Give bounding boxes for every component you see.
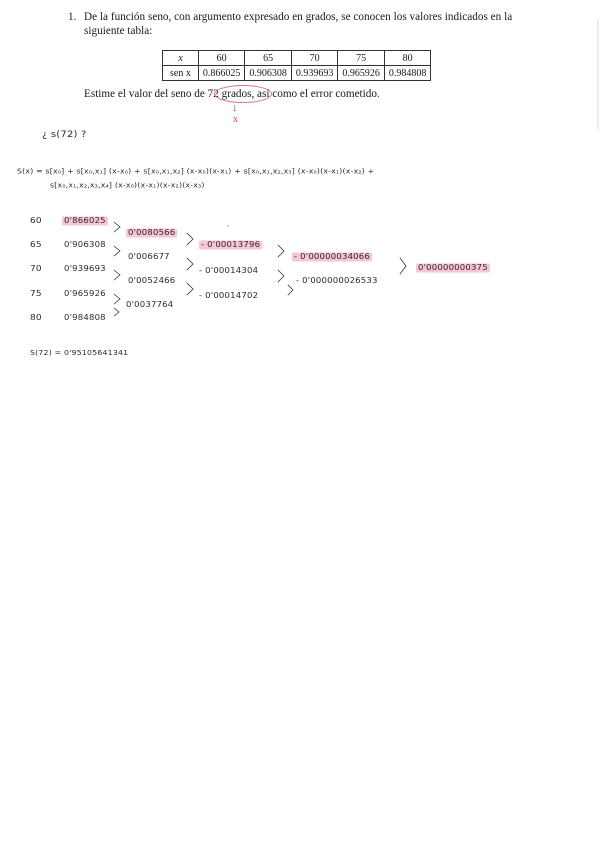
x-label: 80 bbox=[30, 313, 42, 323]
interpolation-result: S(72) = 0'95105641341 bbox=[30, 348, 129, 357]
table-cell: 0.906308 bbox=[245, 66, 292, 81]
table-cell: 0.866025 bbox=[198, 66, 245, 81]
table-cell: 80 bbox=[384, 51, 431, 66]
first-divided-difference: 0'006677 bbox=[128, 252, 170, 262]
estimate-instruction: Estime el valor del seno de 72 grados, así como el error cometido. bbox=[84, 88, 380, 100]
fourth-divided-difference: 0'00000000375 bbox=[418, 263, 488, 273]
table-cell: 70 bbox=[291, 51, 338, 66]
problem-statement-line2: siguiente tabla: bbox=[84, 25, 153, 37]
x-label: 60 bbox=[30, 216, 42, 226]
table-cell: 0.939693 bbox=[291, 66, 338, 81]
table-header-sen: sen x bbox=[163, 66, 199, 81]
third-divided-difference: - 0'000000026533 bbox=[296, 276, 378, 286]
second-divided-difference: - 0'00013796 bbox=[201, 240, 261, 250]
handwritten-question: ¿ s(72) ? bbox=[42, 129, 87, 140]
table-header-x: x bbox=[163, 51, 199, 66]
second-divided-difference: - 0'00014304 bbox=[199, 266, 259, 276]
table-cell: 75 bbox=[338, 51, 385, 66]
y-value: 0'939693 bbox=[64, 264, 106, 274]
y-value: 0'984808 bbox=[64, 313, 106, 323]
table-cell: 65 bbox=[245, 51, 292, 66]
y-value: 0'866025 bbox=[64, 216, 106, 226]
pink-x-mark: x bbox=[233, 114, 238, 125]
first-divided-difference: 0'0037764 bbox=[126, 300, 174, 310]
table-cell: 0.984808 bbox=[384, 66, 431, 81]
first-divided-difference: 0'0080566 bbox=[128, 228, 176, 238]
newton-formula-line1: S(x) = s[x₀] + s[x₀,x₁] (x-x₀) + s[x₀,x₁,x₂] (x-x₀)(x-x₁) + s[x₀,x₁,x₂,x₃] (x-x₀)(x-x₁)(x-x₂) + bbox=[17, 167, 375, 176]
problem-number: 1. bbox=[68, 11, 77, 23]
first-divided-difference: 0'0052466 bbox=[128, 276, 176, 286]
y-value: 0'906308 bbox=[64, 240, 106, 250]
y-value: 0'965926 bbox=[64, 289, 106, 299]
table-cell: 60 bbox=[198, 51, 245, 66]
second-divided-difference: - 0'00014702 bbox=[199, 291, 259, 301]
x-label: 75 bbox=[30, 289, 42, 299]
x-label: 65 bbox=[30, 240, 42, 250]
x-label: 70 bbox=[30, 264, 42, 274]
third-divided-difference: - 0'00000034066 bbox=[294, 252, 371, 262]
pink-arrow-mark: ↓ bbox=[232, 102, 238, 114]
table-cell: 0.965926 bbox=[338, 66, 385, 81]
newton-formula-line2: s[x₀,x₁,x₂,x₃,x₄] (x-x₀)(x-x₁)(x-x₂)(x-x₃) bbox=[50, 181, 205, 190]
problem-statement-line1: De la función seno, con argumento expresado en grados, se conocen los valores indicados en la bbox=[84, 11, 513, 23]
